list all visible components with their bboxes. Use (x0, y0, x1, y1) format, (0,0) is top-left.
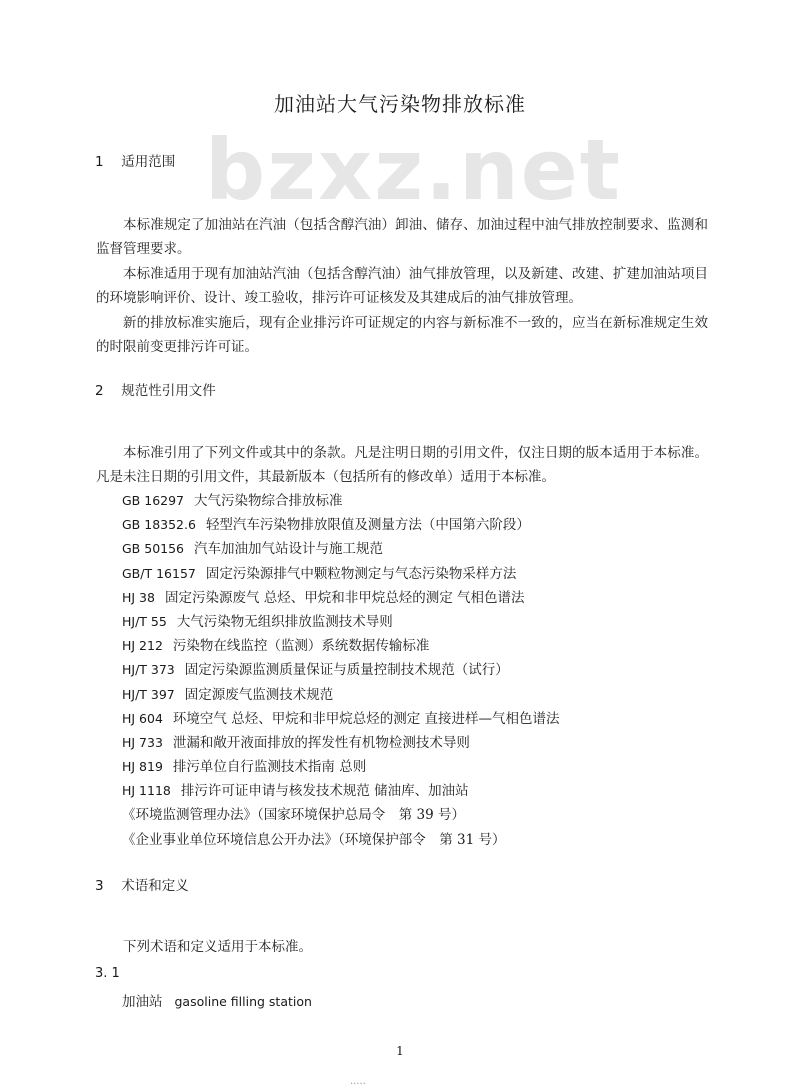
reference-item (122, 562, 560, 586)
reference-item (122, 634, 560, 658)
reference-title: 大气污染物综合排放标准 (194, 493, 343, 509)
term-english: gasoline filling station (174, 994, 312, 1009)
reference-item (122, 803, 560, 827)
reference-item (122, 731, 560, 755)
reference-title: 《企业事业单位环境信息公开办法》（环境保护部令 第 31 号） (122, 831, 506, 848)
reference-item (122, 828, 560, 852)
reference-title: 固定污染源监测质量保证与质量控制技术规范（试行） (184, 662, 509, 679)
reference-title: 固定源废气监测技术规范 (184, 686, 334, 703)
paragraph: 下列术语和定义适用于本标准。 (123, 939, 312, 955)
reference-code: HJ 212 (122, 638, 163, 654)
document-title: 加油站大气污染物排放标准 (274, 92, 526, 116)
reference-title: 汽车加油加气站设计与施工规范 (194, 541, 383, 558)
reference-code: GB/T 16157 (122, 565, 196, 581)
reference-code: HJ 1118 (122, 783, 171, 799)
reference-item (122, 755, 560, 779)
paragraph: 本标准引用了下列文件或其中的条款。凡是注明日期的引用文件，仅注日期的版本适用于本标准。凡是未注日期的引用文件，其最新版本（包括所有的修改单）适用于本标准。 (96, 445, 708, 485)
paragraph: 本标准规定了加油站在汽油（包括含醇汽油）卸油、储存、加油过程中油气排放控制要求、监测和监督管理要求。 (96, 217, 708, 257)
reference-title: 固定污染源废气 总烃、甲烷和非甲烷总烃的测定 气相色谱法 (164, 589, 525, 606)
section-heading-1 (95, 150, 175, 170)
reference-code: GB 50156 (122, 541, 184, 557)
reference-code: HJ/T 397 (122, 686, 175, 702)
section-number: 3 (95, 878, 104, 894)
reference-title: 污染物在线监控（监测）系统数据传输标准 (172, 638, 430, 655)
reference-title: 《环境监测管理办法》（国家环境保护总局令 第 39 号） (122, 807, 466, 824)
section-title: 适用范围 (121, 154, 176, 170)
reference-title: 排污许可证申请与核发技术规范 储油库、加油站 (180, 783, 469, 800)
reference-item (122, 586, 560, 610)
reference-item (122, 779, 560, 803)
reference-item (122, 707, 560, 731)
section-heading-2 (95, 379, 216, 399)
section-title: 规范性引用文件 (121, 383, 216, 399)
watermark: bzxz.net (205, 121, 622, 219)
reference-item (122, 610, 560, 634)
reference-code: HJ 819 (122, 759, 163, 775)
section-heading-3 (95, 874, 189, 894)
reference-title: 轻型汽车污染物排放限值及测量方法（中国第六阶段） (205, 517, 530, 534)
paragraph: 本标准适用于现有加油站汽油（包括含醇汽油）油气排放管理，以及新建、改建、扩建加油站项目的环境影响评价、设计、竣工验收，排污许可证核发及其建成后的油气排放管理。 (96, 266, 708, 306)
term-entry (122, 990, 312, 1010)
footer-fragment: ····· (350, 1080, 366, 1090)
section-number: 1 (95, 154, 104, 170)
page-number: 1 (396, 1044, 404, 1058)
paragraph: 新的排放标准实施后，现有企业排污许可证规定的内容与新标准不一致的，应当在新标准规定生效的时限前变更排污许可证。 (96, 315, 708, 355)
section-title: 术语和定义 (121, 878, 189, 894)
reference-title: 固定污染源排气中颗粒物测定与气态污染物采样方法 (205, 565, 517, 582)
reference-item (122, 513, 560, 537)
reference-item (122, 489, 560, 513)
reference-code: HJ 604 (122, 710, 163, 726)
reference-title: 环境空气 总烃、甲烷和非甲烷总烃的测定 直接进样—气相色谱法 (172, 710, 560, 727)
reference-code: HJ/T 373 (122, 662, 175, 678)
term-chinese: 加油站 (122, 994, 163, 1010)
reference-title: 泄漏和敞开液面排放的挥发性有机物检测技术导则 (172, 734, 470, 751)
reference-item (122, 683, 560, 707)
reference-list (122, 489, 560, 852)
reference-title: 排污单位自行监测技术指南 总则 (172, 759, 367, 776)
clause-number: 3. 1 (95, 966, 120, 981)
section-number: 2 (95, 383, 104, 399)
reference-title: 大气污染物无组织排放监测技术导则 (176, 613, 393, 630)
reference-code: GB 18352.6 (122, 517, 196, 533)
reference-code: HJ 38 (122, 589, 155, 605)
reference-item (122, 658, 560, 682)
reference-code: HJ 733 (122, 734, 163, 750)
reference-code: GB 16297 (122, 493, 184, 508)
reference-code: HJ/T 55 (122, 613, 167, 629)
reference-item (122, 537, 560, 561)
